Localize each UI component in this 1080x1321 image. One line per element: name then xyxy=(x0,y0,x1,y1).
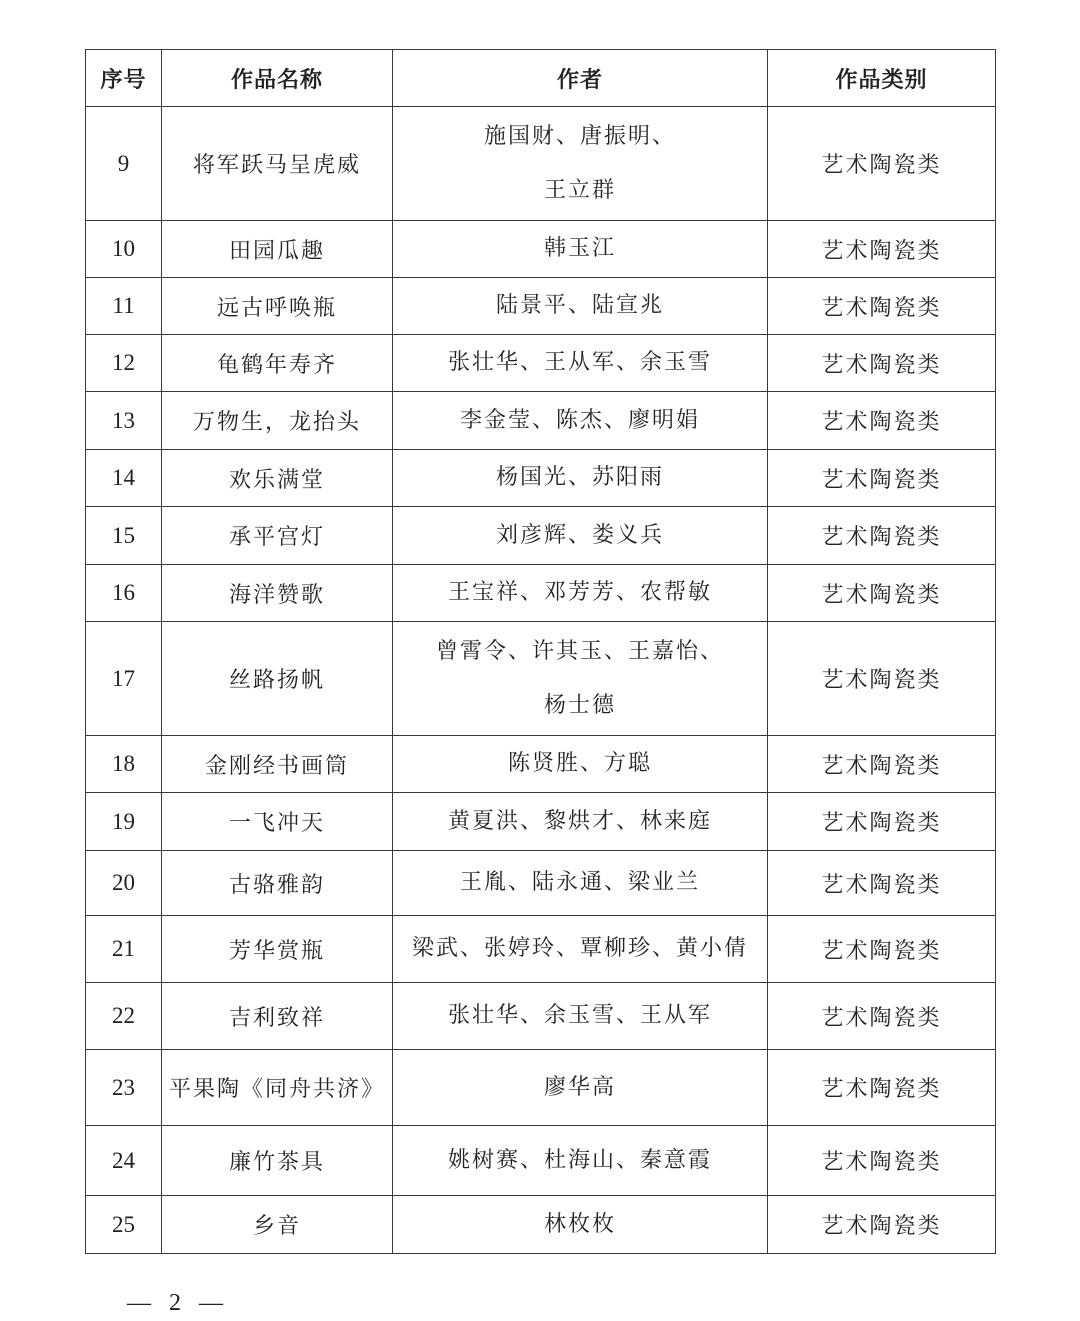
header-row xyxy=(86,50,996,107)
row-authors xyxy=(393,1126,768,1196)
row-authors xyxy=(393,107,768,221)
author-line: 曾霄令、许其玉、王嘉怡、 xyxy=(435,638,724,664)
row-number: 22 xyxy=(86,983,162,1050)
row-title: 海洋赞歌 xyxy=(162,565,393,622)
row-title: 芳华赏瓶 xyxy=(162,916,393,983)
row-authors xyxy=(393,507,768,565)
table-row xyxy=(86,622,996,736)
row-number: 12 xyxy=(86,335,162,392)
row-title: 田园瓜趣 xyxy=(162,221,393,278)
row-title: 丝路扬帆 xyxy=(162,622,393,736)
row-title: 欢乐满堂 xyxy=(162,450,393,507)
row-authors xyxy=(393,851,768,916)
row-title: 万物生，龙抬头 xyxy=(162,392,393,450)
row-authors xyxy=(393,278,768,335)
author-line: 王宝祥、邓芳芳、农帮敏 xyxy=(447,580,712,605)
author-line: 廖华高 xyxy=(543,1074,616,1100)
table-row xyxy=(86,221,996,278)
table-row xyxy=(86,1050,996,1126)
row-authors xyxy=(393,1050,768,1126)
author-line: 施国财、唐振明、 xyxy=(483,123,676,149)
table-row xyxy=(86,278,996,335)
row-authors xyxy=(393,916,768,983)
row-title: 金刚经书画筒 xyxy=(162,736,393,793)
author-line: 王胤、陆永通、梁业兰 xyxy=(459,870,700,895)
author-line: 杨国光、苏阳雨 xyxy=(495,465,664,490)
row-number: 18 xyxy=(86,736,162,793)
row-number: 19 xyxy=(86,793,162,851)
table-row xyxy=(86,107,996,221)
author-line: 刘彦辉、娄义兵 xyxy=(495,522,664,548)
header-number: 序号 xyxy=(86,50,162,107)
table-row xyxy=(86,450,996,507)
author-line: 黄夏洪、黎烘才、林来庭 xyxy=(447,808,712,834)
row-number: 11 xyxy=(86,278,162,335)
header-category: 作品类别 xyxy=(768,50,996,107)
row-number: 17 xyxy=(86,622,162,736)
row-authors xyxy=(393,450,768,507)
table-row xyxy=(86,1126,996,1196)
row-category: 艺术陶瓷类 xyxy=(768,507,996,565)
row-title: 龟鹤年寿齐 xyxy=(162,335,393,392)
row-authors xyxy=(393,221,768,278)
row-category: 艺术陶瓷类 xyxy=(768,565,996,622)
author-line: 林枚枚 xyxy=(543,1211,616,1237)
row-category: 艺术陶瓷类 xyxy=(768,221,996,278)
author-line: 姚树赛、杜海山、秦意霞 xyxy=(447,1147,712,1173)
row-number: 15 xyxy=(86,507,162,565)
row-category: 艺术陶瓷类 xyxy=(768,335,996,392)
row-category: 艺术陶瓷类 xyxy=(768,793,996,851)
author-line: 王立群 xyxy=(543,177,616,203)
row-title: 将军跃马呈虎威 xyxy=(162,107,393,221)
table-row xyxy=(86,392,996,450)
row-number: 21 xyxy=(86,916,162,983)
row-category: 艺术陶瓷类 xyxy=(768,107,996,221)
awards-table xyxy=(85,49,996,1254)
table-header xyxy=(86,50,996,107)
table-row xyxy=(86,736,996,793)
row-title: 一飞冲天 xyxy=(162,793,393,851)
row-number: 16 xyxy=(86,565,162,622)
table-body xyxy=(86,107,996,1254)
row-title: 远古呼唤瓶 xyxy=(162,278,393,335)
row-title: 承平宫灯 xyxy=(162,507,393,565)
table-row xyxy=(86,565,996,622)
row-category: 艺术陶瓷类 xyxy=(768,278,996,335)
author-line: 张壮华、王从军、余玉雪 xyxy=(447,350,712,375)
row-authors xyxy=(393,736,768,793)
row-category: 艺术陶瓷类 xyxy=(768,916,996,983)
row-authors xyxy=(393,335,768,392)
row-title: 乡音 xyxy=(162,1196,393,1254)
table-row xyxy=(86,1196,996,1254)
row-authors xyxy=(393,392,768,450)
table-row xyxy=(86,335,996,392)
row-title: 古骆雅韵 xyxy=(162,851,393,916)
row-category: 艺术陶瓷类 xyxy=(768,392,996,450)
author-line: 梁武、张婷玲、覃柳珍、黄小倩 xyxy=(411,936,748,961)
table-row xyxy=(86,851,996,916)
author-line: 韩玉江 xyxy=(543,236,616,261)
table-row xyxy=(86,793,996,851)
table-row xyxy=(86,916,996,983)
table-row xyxy=(86,507,996,565)
row-title: 平果陶《同舟共济》 xyxy=(162,1050,393,1126)
row-number: 9 xyxy=(86,107,162,221)
row-category: 艺术陶瓷类 xyxy=(768,1196,996,1254)
row-authors xyxy=(393,622,768,736)
row-number: 14 xyxy=(86,450,162,507)
row-title: 廉竹茶具 xyxy=(162,1126,393,1196)
row-category: 艺术陶瓷类 xyxy=(768,622,996,736)
row-category: 艺术陶瓷类 xyxy=(768,1126,996,1196)
row-number: 20 xyxy=(86,851,162,916)
row-number: 13 xyxy=(86,392,162,450)
row-number: 24 xyxy=(86,1126,162,1196)
author-line: 杨士德 xyxy=(543,692,616,718)
row-category: 艺术陶瓷类 xyxy=(768,450,996,507)
header-title: 作品名称 xyxy=(162,50,393,107)
row-category: 艺术陶瓷类 xyxy=(768,1050,996,1126)
table-row xyxy=(86,983,996,1050)
row-category: 艺术陶瓷类 xyxy=(768,851,996,916)
row-category: 艺术陶瓷类 xyxy=(768,736,996,793)
row-authors xyxy=(393,565,768,622)
header-author: 作者 xyxy=(393,50,768,107)
author-line: 陈贤胜、方聪 xyxy=(507,751,652,776)
author-line: 李金莹、陈杰、廖明娟 xyxy=(459,407,700,433)
row-category: 艺术陶瓷类 xyxy=(768,983,996,1050)
author-line: 陆景平、陆宣兆 xyxy=(495,293,664,318)
row-number: 10 xyxy=(86,221,162,278)
page-number: — 2 — xyxy=(127,1290,229,1316)
row-number: 23 xyxy=(86,1050,162,1126)
author-line: 张壮华、余玉雪、王从军 xyxy=(447,1003,712,1028)
row-number: 25 xyxy=(86,1196,162,1254)
row-title: 吉利致祥 xyxy=(162,983,393,1050)
row-authors xyxy=(393,983,768,1050)
row-authors xyxy=(393,793,768,851)
row-authors xyxy=(393,1196,768,1254)
